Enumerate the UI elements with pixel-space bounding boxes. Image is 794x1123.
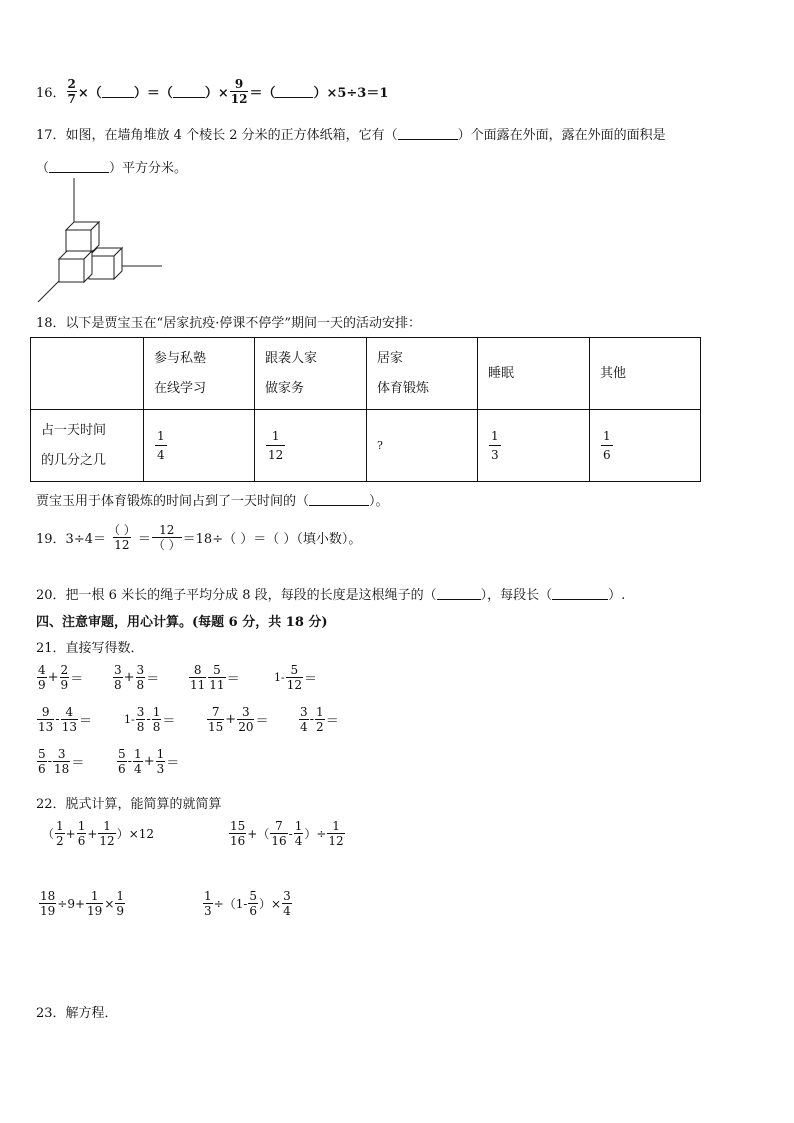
q19-fraction-1: $\frac{( )}{12}$ bbox=[107, 523, 136, 552]
table-corner-cell bbox=[31, 338, 144, 410]
question-22-title: 22．脱式计算，能简算的就简算 bbox=[36, 797, 222, 812]
q21-r2-e4: $\frac{3}{4}$ - $\frac{1}{2}$ ＝ bbox=[300, 705, 339, 734]
q22-problem-1: （ $\frac{1}{2}$ + $\frac{1}{6}$ + $\frac{1}{12}$ ）×12 bbox=[42, 819, 155, 848]
q18-blank[interactable] bbox=[309, 493, 369, 506]
q21-r1-e4: 1- $\frac{5}{12}$ ＝ bbox=[274, 663, 318, 692]
question-17-line-2: （ ）平方分米。 bbox=[36, 161, 188, 176]
row-label-cell: 占一天时间 的几分之几 bbox=[31, 410, 144, 482]
q16-fraction-2: $\frac{9}{12}$ bbox=[230, 77, 248, 106]
question-20: 20．把一根 6 米长的绳子平均分成 8 段，每段的长度是这根绳子的（ ），每段长（ ）. bbox=[36, 588, 626, 603]
q20-blank-1[interactable] bbox=[437, 587, 481, 600]
q22-problem-2: $\frac{15}{16}$ +（ $\frac{7}{16}$ - $\frac{1}{4}$ ）÷ $\frac{1}{12}$ bbox=[230, 819, 344, 848]
question-18-intro: 18．以下是贾宝玉在“居家抗疫·停课不停学”期间一天的活动安排： bbox=[36, 316, 421, 331]
header-cell-housework: 跟袭人家 做家务 bbox=[255, 338, 367, 410]
question-19: 19．3÷4＝ $\frac{( )}{12}$ ＝ $\frac{12}{( )}$ ＝18÷（ ）＝（ ）（填小数）。 bbox=[36, 523, 362, 552]
header-cell-other: 其他 bbox=[590, 338, 701, 410]
q17-blank-2[interactable] bbox=[49, 160, 109, 173]
q16-fraction-1: $\frac{2}{7}$ bbox=[67, 77, 76, 106]
q21-r2-e1: $\frac{9}{13}$ - $\frac{4}{13}$ ＝ bbox=[38, 705, 92, 734]
q22-problem-3: $\frac{18}{19}$ ÷9+ $\frac{1}{19}$ × $\frac{1}{9}$ bbox=[40, 889, 125, 918]
q22-problem-4: $\frac{1}{3}$ ÷（1- $\frac{5}{6}$ ）× $\frac{3}{4}$ bbox=[204, 889, 291, 918]
value-cell-sleep: $\frac{1}{3}$ bbox=[478, 410, 590, 482]
value-cell-study: $\frac{1}{4}$ bbox=[144, 410, 255, 482]
q16-blank-1[interactable] bbox=[102, 85, 134, 98]
question-21-title: 21．直接写得数． bbox=[36, 641, 144, 656]
q21-row-3 bbox=[36, 748, 179, 775]
header-cell-sleep: 睡眠 bbox=[478, 338, 590, 410]
q16-blank-3[interactable] bbox=[275, 85, 313, 98]
q17-blank-1[interactable] bbox=[398, 127, 458, 140]
value-cell-exercise: ? bbox=[367, 410, 478, 482]
cubes-corner-figure bbox=[34, 178, 164, 304]
question-16: 16． $\frac{2}{7}$ ×（ ）＝（ ）× $\frac{9}{12}$ ＝（ ）×5÷3＝1 bbox=[36, 77, 389, 106]
question-17-line-1: 17．如图，在墙角堆放 4 个棱长 2 分米的正方体纸箱，它有（ ）个面露在外面，露在外面的面积是 bbox=[36, 128, 666, 143]
question-23-title: 23．解方程． bbox=[36, 1006, 118, 1021]
q21-r3-e1: $\frac{5}{6}$ - $\frac{3}{18}$ ＝ bbox=[38, 747, 85, 776]
q21-r2-e2: 1- $\frac{3}{8}$ - $\frac{1}{8}$ ＝ bbox=[124, 705, 176, 734]
q21-row-2 bbox=[36, 706, 339, 733]
q16-blank-2[interactable] bbox=[173, 85, 205, 98]
q21-row-1 bbox=[36, 664, 317, 691]
q21-r2-e3: $\frac{7}{15}$ + $\frac{3}{20}$ ＝ bbox=[208, 705, 269, 734]
q19-fraction-2: $\frac{12}{( )}$ bbox=[152, 523, 181, 552]
value-cell-other: $\frac{1}{6}$ bbox=[590, 410, 701, 482]
q21-r1-e1: $\frac{4}{9}$ + $\frac{2}{9}$ ＝ bbox=[38, 663, 84, 692]
header-cell-exercise: 居家 体育锻炼 bbox=[367, 338, 478, 410]
section-4-heading: 四、注意审题，用心计算。(每题 6 分，共 18 分) bbox=[36, 615, 328, 630]
activity-table bbox=[30, 337, 701, 482]
q21-r1-e2: $\frac{3}{8}$ + $\frac{3}{8}$ ＝ bbox=[114, 663, 160, 692]
q16-number: 16． bbox=[36, 86, 66, 101]
q20-blank-2[interactable] bbox=[552, 587, 608, 600]
q21-r3-e2: $\frac{5}{6}$ - $\frac{1}{4}$ + $\frac{1}{3}$ ＝ bbox=[118, 747, 180, 776]
header-cell-study: 参与私塾 在线学习 bbox=[144, 338, 255, 410]
value-cell-housework: $\frac{1}{12}$ bbox=[255, 410, 367, 482]
question-18-followup: 贾宝玉用于体育锻炼的时间占到了一天时间的（ ）。 bbox=[36, 494, 389, 509]
q21-r1-e3: $\frac{8}{11}$ $\frac{5}{11}$ ＝ bbox=[190, 663, 240, 692]
